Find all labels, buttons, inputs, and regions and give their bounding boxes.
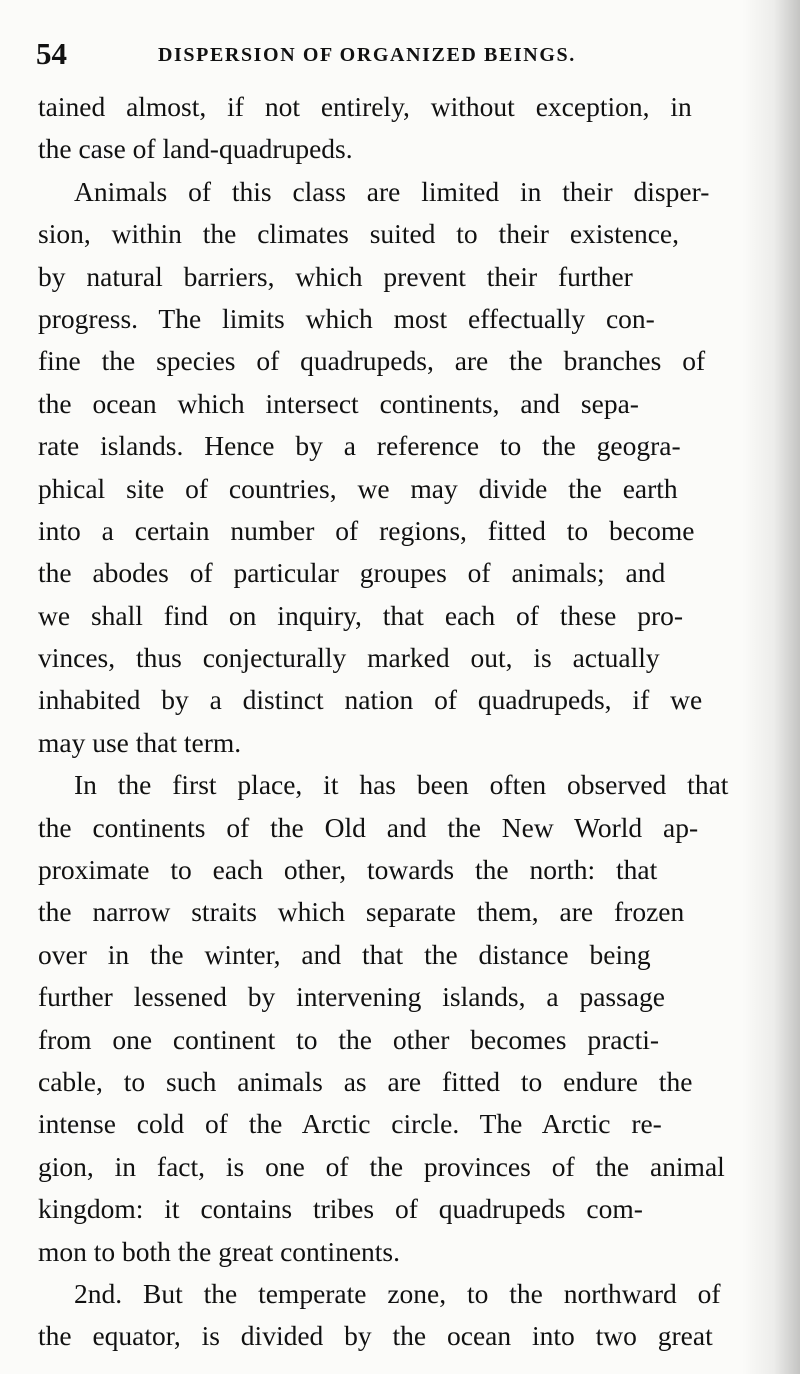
text-line: Animals of this class are limited in their disper-: [74, 175, 710, 207]
text-line: further lessened by intervening islands, a passage: [38, 981, 665, 1013]
body-text: [38, 86, 758, 1358]
text-line: from one continent to the other becomes practi-: [38, 1023, 660, 1055]
running-head: DISPERSION OF ORGANIZED BEINGS.: [158, 44, 576, 66]
text-line: inhabited by a distinct nation of quadrupeds, if we: [38, 684, 703, 716]
text-line: into a certain number of regions, fitted to become: [38, 514, 695, 546]
text-line: tained almost, if not entirely, without exception, in: [38, 91, 692, 122]
text-line: rate islands. Hence by a reference to the geogra-: [38, 430, 681, 462]
text-line: progress. The limits which most effectually con-: [38, 302, 655, 334]
text-line: may use that term.: [38, 726, 242, 758]
page-number: 54: [36, 36, 67, 71]
text-line: intense cold of the Arctic circle. The Arctic re-: [38, 1108, 662, 1140]
text-line: gion, in fact, is one of the provinces of the animal: [38, 1150, 725, 1182]
text-line: vinces, thus conjecturally marked out, is actually: [38, 642, 660, 674]
text-line: proximate to each other, towards the north: that: [38, 854, 658, 886]
text-line: the case of land-quadrupeds.: [38, 133, 353, 165]
text-line: sion, within the climates suited to their existence,: [38, 218, 680, 250]
text-line: fine the species of quadrupeds, are the branches of: [38, 345, 706, 377]
text-line: cable, to such animals as are fitted to endure the: [38, 1065, 693, 1097]
text-line: kingdom: it contains tribes of quadrupeds com-: [38, 1193, 643, 1225]
text-line: the narrow straits which separate them, are frozen: [38, 896, 685, 928]
text-line: mon to both the great continents.: [38, 1235, 401, 1267]
text-line: phical site of countries, we may divide the earth: [38, 472, 678, 504]
text-line: by natural barriers, which prevent their further: [38, 260, 633, 292]
text-line: the continents of the Old and the New World ap-: [38, 811, 699, 843]
text-line: we shall find on inquiry, that each of these pro-: [38, 599, 684, 631]
text-line: the ocean which intersect continents, and sepa-: [38, 387, 639, 419]
text-line: over in the winter, and that the distance being: [38, 938, 651, 970]
text-line: the abodes of particular groupes of animals; and: [38, 557, 666, 589]
page-header: [36, 34, 766, 74]
text-line: 2nd. But the temperate zone, to the northward of: [74, 1277, 721, 1309]
text-line: In the first place, it has been often observed that: [74, 769, 729, 801]
text-line: the equator, is divided by the ocean into two great: [38, 1320, 713, 1352]
